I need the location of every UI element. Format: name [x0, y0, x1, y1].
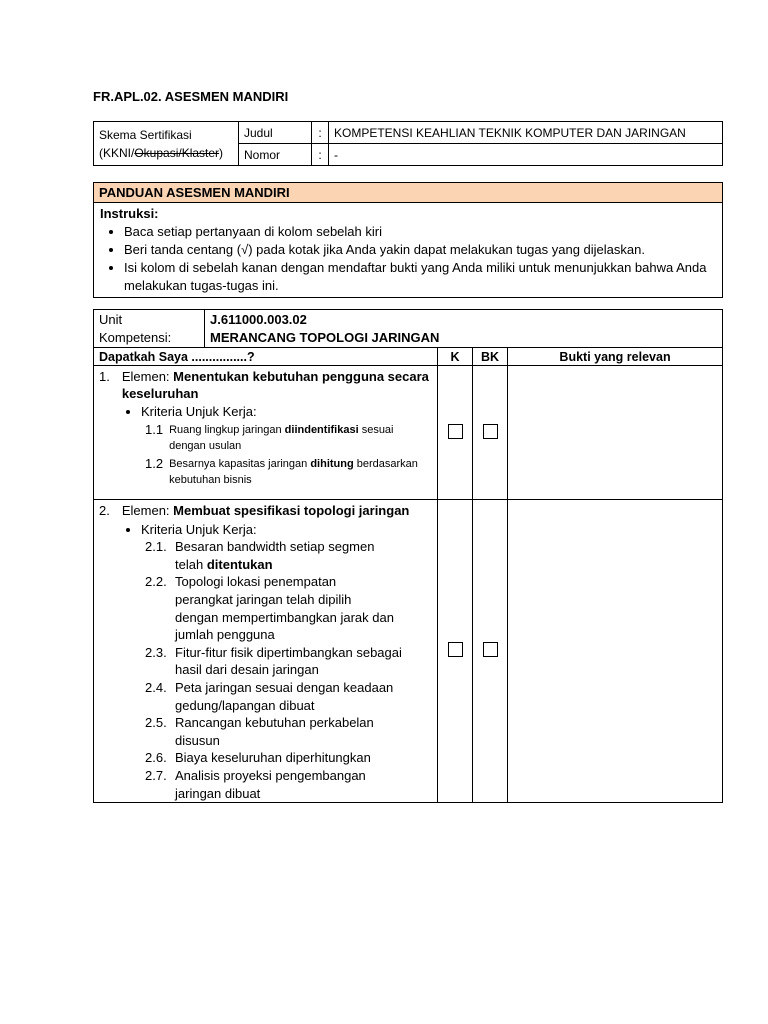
- element-2-heading: 2. Elemen: Membuat spesifikasi topologi jaringan: [99, 503, 410, 518]
- criteria-1-2: 1.2 Besarnya kapasitas jaringan dihitung berdasarkan kebutuhan bisnis: [145, 456, 418, 486]
- element-1-cell: [94, 366, 438, 500]
- panduan-heading: PANDUAN ASESMEN MANDIRI: [94, 183, 723, 203]
- criteria-2-5: 2.5. Rancangan kebutuhan perkabelan disusun: [145, 715, 374, 748]
- k-checkbox-2[interactable]: [448, 642, 463, 657]
- col-bk: BK: [473, 348, 508, 366]
- criteria-2-2: 2.2. Topologi lokasi penempatan perangkat jaringan telah dipilih dengan mempertimbangkan jarak dan jumlah pengguna: [145, 574, 394, 643]
- judul-colon: :: [312, 122, 329, 144]
- element-1-heading: 1. Elemen: Menentukan kebutuhan pengguna secara keseluruhan: [99, 369, 429, 401]
- criteria-2-1: 2.1. Besaran bandwidth setiap segmen telah ditentukan: [145, 539, 375, 572]
- skema-sublabel: (KKNI/Okupasi/Klaster): [99, 145, 224, 160]
- k-cell-2: [438, 500, 473, 803]
- bk-cell-2: [473, 500, 508, 803]
- criteria-2-3: 2.3. Fitur-fitur fisik dipertimbangkan sebagai hasil dari desain jaringan: [145, 644, 402, 678]
- unit-name: MERANCANG TOPOLOGI JARINGAN: [210, 330, 440, 345]
- unit-value-cell: [205, 310, 723, 348]
- unit-label: Unit: [99, 312, 123, 327]
- nomor-colon: :: [312, 144, 329, 166]
- document-title: FR.APL.02. ASESMEN MANDIRI: [93, 89, 289, 104]
- criteria-1-1: 1.1 Ruang lingkup jaringan diindentifikasi sesuai dengan usulan: [145, 422, 394, 452]
- bk-checkbox-1[interactable]: [483, 424, 498, 439]
- skema-label-cell: [94, 122, 239, 166]
- unit-code: J.611000.003.02: [210, 312, 307, 327]
- unit-table: [93, 309, 723, 803]
- instruksi-cell: [94, 203, 723, 298]
- kuk-label: • Kriteria Unjuk Kerja:: [141, 521, 432, 539]
- kompetensi-label: Kompetensi:: [99, 330, 172, 345]
- bukti-cell-2[interactable]: [508, 500, 723, 803]
- skema-label: Skema Sertifikasi: [99, 127, 192, 142]
- nomor-value: -: [329, 144, 723, 166]
- kuk-label: • Kriteria Unjuk Kerja:: [141, 403, 432, 420]
- panduan-table: [93, 182, 723, 298]
- nomor-label: Nomor: [239, 144, 312, 166]
- col-question: Dapatkah Saya ................?: [94, 348, 438, 366]
- element-2-cell: [94, 500, 438, 803]
- element-2-kuk-list: [99, 521, 432, 539]
- unit-label-cell: [94, 310, 205, 348]
- criteria-2-6: 2.6. Biaya keseluruhan diperhitungkan: [145, 750, 371, 766]
- instruksi-item: • Isi kolom di sebelah kanan dengan mendaftar bukti yang Anda miliki untuk menunjukkan bahwa Anda melakukan tugas-tugas ini.: [124, 259, 717, 295]
- instruksi-item: • Beri tanda centang (√) pada kotak jika Anda yakin dapat melakukan tugas yang dijelaskan.: [124, 241, 717, 259]
- bk-checkbox-2[interactable]: [483, 642, 498, 657]
- bk-cell-1: [473, 366, 508, 500]
- criteria-2-4: 2.4. Peta jaringan sesuai dengan keadaan gedung/lapangan dibuat: [145, 679, 394, 713]
- col-k: K: [438, 348, 473, 366]
- instruksi-label: Instruksi:: [100, 206, 159, 221]
- element-row-1: [94, 366, 723, 500]
- bukti-cell-1[interactable]: [508, 366, 723, 500]
- judul-value: KOMPETENSI KEAHLIAN TEKNIK KOMPUTER DAN JARINGAN: [329, 122, 723, 144]
- element-row-2: [94, 500, 723, 803]
- skema-table: [93, 121, 723, 166]
- instruksi-item: • Baca setiap pertanyaan di kolom sebelah kiri: [124, 223, 717, 241]
- criteria-2-7: 2.7. Analisis proyeksi pengembangan jaringan dibuat: [145, 767, 366, 801]
- col-bukti: Bukti yang relevan: [508, 348, 723, 366]
- element-1-kuk-list: [99, 403, 432, 420]
- instruksi-list: [100, 223, 717, 295]
- k-cell-1: [438, 366, 473, 500]
- judul-label: Judul: [239, 122, 312, 144]
- k-checkbox-1[interactable]: [448, 424, 463, 439]
